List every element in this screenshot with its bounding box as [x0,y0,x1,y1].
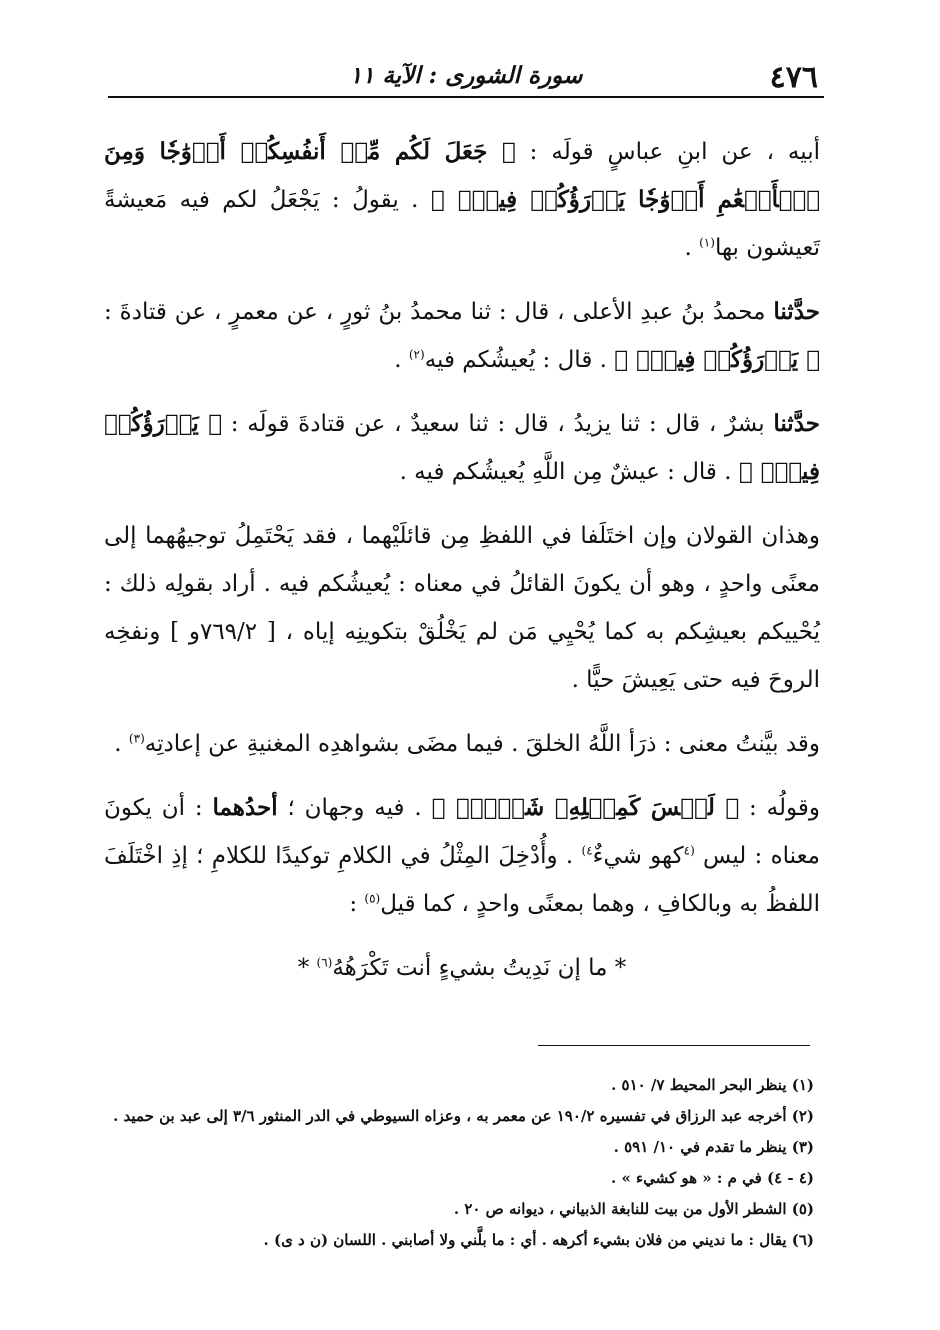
paragraph [104,128,820,272]
footnote-ref: (٥) [364,891,381,906]
page-number: ٤٧٦ [769,60,818,95]
text-run: وقولُه : [739,795,820,821]
footnote-ref: (١) [699,235,715,250]
footnote: (١) ينظر البحر المحيط ٧/ ٥١٠ . [611,1076,814,1094]
footnote-ref: (٢) [408,347,425,362]
poetry-verse [104,944,820,992]
text-run: . فيه وجهان ؛ [277,795,432,821]
footnote: (٥) الشطر الأول من بيت للنابغة الذبياني ، ديوانه ص ٢٠ . [453,1200,814,1218]
footnote: (٢) أخرجه عبد الرزاق في تفسيره ١٩٠/٢ عن معمر به ، وعزاه السيوطي في الدر المنثور ٣/٦ إلى عبد بن حميد . [113,1107,814,1125]
footnote-ref: (٦) [316,955,333,970]
text-run: : أن يكونَ معناه : ليس [104,795,820,869]
text-run: . وأُدْخِلَ المِثْلُ في الكلامِ توكيدًا للكلامِ ؛ إذِ اخْتَلَفَ اللفظُ به وبالكافِ ، وهما بمعنًى واحدٍ ، كما قيل [104,843,820,917]
text-run: بشرٌ ، قال : ثنا يزيدُ ، قال : ثنا سعيدٌ ، عن قتادةَ قولَه : [222,411,774,437]
quran-quote: ﴿ لَيۡسَ كَمِثۡلِهِۦ شَيۡءٞۖ ﴾ [431,794,740,821]
hadith-lead: حدَّثنا [773,298,820,325]
text-run: وقد بيَّنتُ معنى : ذرَأ اللَّهُ الخلقَ . فيما مضَى بشواهدِه المغنيةِ عن إعادتِه [144,731,820,757]
paragraph [104,784,820,928]
footnotes [96,1070,814,1256]
text-run: محمدُ بنُ عبدِ الأعلى ، قال : ثنا محمدُ بنُ ثورٍ ، عن معمرٍ ، عن قتادةَ : [104,299,774,325]
text-run: . قال : يُعيشُكم فيه [424,347,615,373]
text-run: أبيه ، عن ابنِ عباسٍ قولَه : [515,139,820,165]
verse-text: * ما إن نَدِيتُ بشيءٍ أنت تَكْرَهُهُ [332,955,627,981]
text-run: . [114,731,129,757]
text-run: كهو شيءٌ [592,843,684,869]
text-run: . [684,235,700,261]
paragraph [104,720,820,768]
footnote-ref: (٣) [128,731,145,746]
text-run: . [394,347,409,373]
verse-end-mark: * [297,955,317,981]
footnote-ref: ٤) [581,843,593,858]
hadith-lead: حدَّثنا [773,410,820,437]
quran-quote: ﴿ جَعَلَ لَكُم مِّنۡ أَنفُسِكُمۡ أَزۡوَٰجٗا وَمِنَ ٱلۡأَنۡعَٰمِ أَزۡوَٰجٗا يَذۡرَؤُكُمۡ فِيهِۚ ﴾ [104,138,820,213]
footnote: (٦) يقال : ما نديني من فلان بشيء أكرهه . أي : ما بلَّني ولا أصابني . اللسان (ن د ى) . [263,1231,814,1249]
text-run: : [349,891,365,917]
footnote-ref: (٤ [683,843,695,858]
footnote-separator [538,1045,810,1046]
page-header [108,58,824,98]
quran-quote: ﴿ يَذۡرَؤُكُمۡ فِيهِۚ ﴾ [104,410,820,485]
footnote: (٣) ينظر ما تقدم في ١٠/ ٥٩١ . [613,1138,814,1156]
running-title: سورة الشورى : الآية ١١ [349,62,583,89]
text-run: وهذان القولان وإن اختَلَفا في اللفظِ مِن قائلَيْهما ، فقد يَحْتَمِلُ توجيهُهما إلى معنًى واحدٍ ، وهو أن يكونَ القائلُ في معناه : يُعيشُكم فيه . أراد بقولِه ذلك : يُحْييكم بعيشِكم به كما يُحْيِي مَن لم يَخْلُقْ بتكوينِه إياه ، [ ٧٦٩/٢و ] ونفخِه الروحَ فيه حتى يَعِيشَ حيًّا . [104,523,820,693]
footnote: (٤ - ٤) في م : « هو كشيء » . [611,1169,814,1187]
quran-quote: ﴿ يَذۡرَؤُكُمۡ فِيهِۚ ﴾ [614,346,820,373]
paragraph [104,400,820,496]
paragraph [104,512,820,704]
text-run: . قال : عيشٌ مِن اللَّهِ يُعيشُكم فيه . [399,459,739,485]
text-run: . يقولُ : يَجْعَلُ لكم فيه مَعيشةً تَعيشون بها [104,187,820,261]
paragraph [104,288,820,384]
main-text [104,128,820,992]
hadith-lead: أحدُهما [212,794,278,821]
